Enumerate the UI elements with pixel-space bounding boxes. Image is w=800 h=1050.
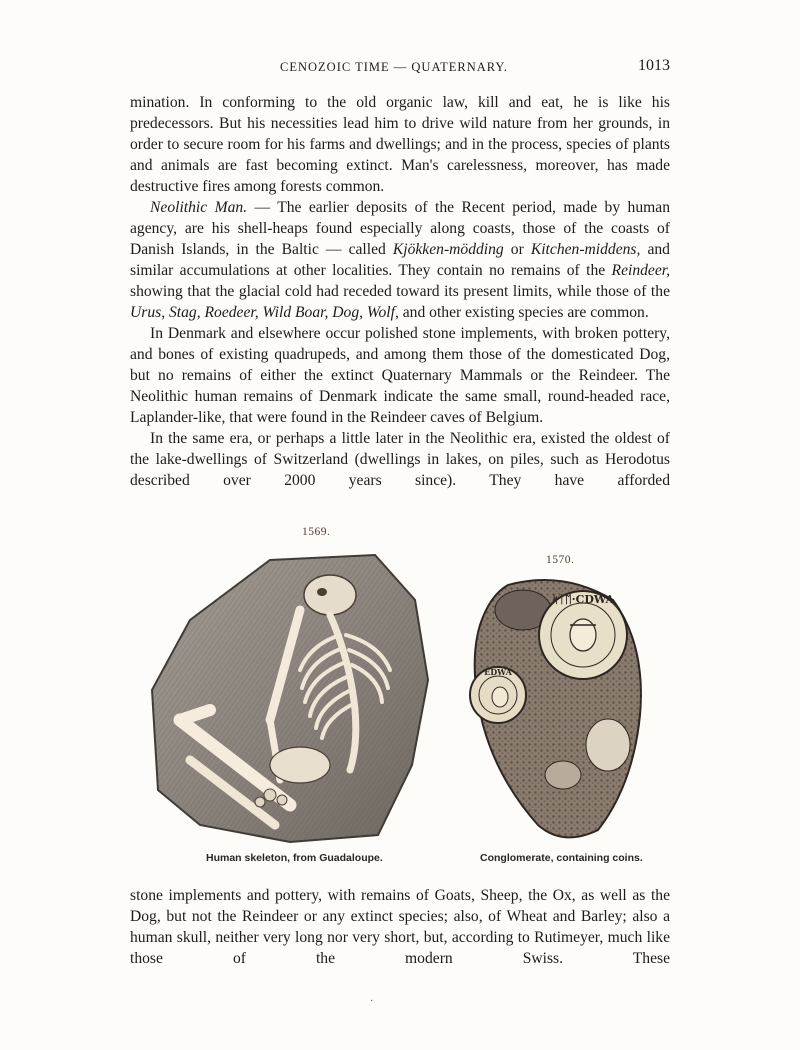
footer-mark: ·: [370, 996, 374, 1007]
running-title: CENOZOIC TIME — QUATERNARY.: [280, 60, 508, 74]
text-run: In Denmark and elsewhere occur polished stone implements, with broken pottery, and bones of existing quadrupeds, and among them those of the domesticated Dog, but no remains of either the extinct Quaternary Mammals or the Reindeer. The Neolithic human remains of Denmark indicate the same small, round-headed race, Laplander-like, that were found in the Reindeer caves of Belgium.: [130, 325, 670, 426]
text-run: In the same era, or perhaps a little later in the Neolithic era, existed the oldest of the lake-dwellings of Switzerland (dwellings in lakes, on piles, such as Herodotus described over 2000 years since). They have afforded: [130, 430, 670, 489]
coin-inscription-2: EDWA: [484, 667, 512, 677]
text-run: and other existing species are common.: [398, 304, 649, 321]
paragraph: [130, 197, 670, 323]
italic-text: Kjökken-mödding: [392, 241, 504, 258]
figure-number-1569: 1569.: [302, 526, 331, 538]
italic-text: Neolithic Man.: [150, 199, 248, 216]
paragraph: [130, 323, 670, 428]
running-head: [130, 58, 670, 80]
italic-text: Reindeer,: [611, 262, 670, 279]
paragraph: [130, 92, 670, 197]
figure-area: [150, 520, 650, 870]
body-text-bottom: [130, 885, 670, 969]
figure-caption-1570: Conglomerate, containing coins.: [480, 852, 643, 864]
text-run: and similar accumulations at other localities. They contain no remains of the: [130, 241, 670, 279]
body-text-top: [130, 92, 670, 491]
page-number: 1013: [638, 57, 670, 74]
skeleton-engraving: [150, 550, 430, 850]
paragraph: [130, 885, 670, 969]
text-run: or: [503, 241, 531, 258]
paragraph: [130, 428, 670, 491]
coin-inscription-1: ᛋᛁᛖ·CDWA: [551, 593, 615, 606]
figure-caption-1569: Human skeleton, from Guadaloupe.: [206, 852, 383, 864]
italic-text: Kitchen-middens,: [530, 241, 641, 258]
text-run: mination. In conforming to the old organic law, kill and eat, he is like his predecessors. But his necessities lead him to drive wild nature from her grounds, in order to secure room for his farms and dwellings; and in the process, species of plants and animals are fast becoming extinct. Man's carelessness, moreover, has made destructive fires among forests common.: [130, 94, 670, 195]
conglomerate-engraving: [468, 575, 648, 845]
text-run: stone implements and pottery, with remains of Goats, Sheep, the Ox, as well as the Dog, but not the Reindeer or any extinct species; also, of Wheat and Barley; also a human skull, neither very long nor very short, but, according to Rutimeyer, much like those of the modern Swiss. These: [130, 887, 670, 967]
figure-number-1570: 1570.: [546, 554, 575, 566]
text-run: showing that the glacial cold had receded toward its present limits, while those of the: [130, 283, 670, 300]
text-run: — The earlier deposits of the Recent period, made by human agency, are his shell-heaps found especially along coasts, those of the coasts of Danish Islands, in the Baltic — called: [130, 199, 670, 258]
italic-text: Urus, Stag, Roedeer, Wild Boar, Dog, Wolf,: [130, 304, 399, 321]
